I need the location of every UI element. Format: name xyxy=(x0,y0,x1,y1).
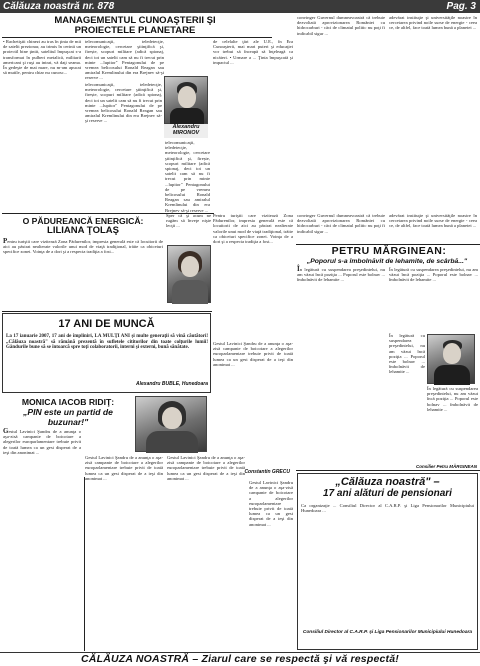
article-monica-body-2: Gestul Lavinici Şandru de a anunţa o aşa-zisă campanie de boicotare a alegerilor europarlamentare trebuie privit de toată lumea ca un gest disperat de a ieşi din anonimat ... xyxy=(85,455,163,481)
liliana-photo xyxy=(167,245,211,303)
author-photo xyxy=(164,76,208,124)
article-management-body-4b: convinger Guvernul dumneavoastră că trebuie dezvoltată aprovizionarea României cu hidrocarburi - căci de climatul politic nu poţi fi indicabil sigur ... xyxy=(297,213,385,234)
publication-title: Călăuza noastră nr. 878 xyxy=(3,1,115,12)
article-monica-headline: MONICA IACOB RIDIŢ: „PIN este un partid de buzunar!" xyxy=(21,397,115,427)
article-grecu-signature: Constantin GRECU xyxy=(244,469,290,475)
column-rule xyxy=(84,477,85,651)
article-management-headline: MANAGEMENTUL CUNOAŞTERII ŞI PROIECTELE PLANETARE xyxy=(54,15,216,36)
article-munca-body: La 17 ianuarie 2007, 17 ani de împliniri, LA MULŢI ANI şi multe generaţii să vină căutători! „Călăuza noastră" să rămână prezentă în sufletele cititorilor din toate colţurile lumii! Gândurile bune să se întoarcă spre toţi colaboratorii, interni şi externi, bună sănătate. xyxy=(6,334,208,351)
article-management-body-1: • Rachetiştii chinezi au tras în ţinta de mii de satelit prezionar, au trimis în cerinii un proiectil bine ţintit, satelitul împuşcat s-a transformat în pulberi metalică, militarii americani şi ruşi au intrat, vă daţi seama. În gedeşte de mai mare, nu m-am apucat să mutile, pentru chiar nu cunosc... xyxy=(3,39,81,76)
divider xyxy=(296,470,480,471)
divider xyxy=(2,37,272,38)
divider xyxy=(2,311,212,312)
article-petru-subhead: „Poporul s-a îmbolnăvit de lehamite, de scârbă..." xyxy=(306,258,468,265)
article-management-body-3: de celelalte ţări ale U.E., în Era Cunoaşterii, mai mari puteri şi educaţiei vor trebui să înceapă să înţeleagă ca nicăieri. • Urmare a ... Ţinta împuşcată şi impactul ... xyxy=(213,39,293,65)
article-petru-body-2: În legătură cu suspendarea preşedintelui, nu am văzut încă poziţia ... Poporul este bolnav ... îmbolnăvit de lehamite ... xyxy=(389,267,478,283)
article-petru-body-3: În legătură cu suspendarea preşedintelui, nu am văzut încă poziţia ... Poporul este bolnav ... îmbolnăvit de lehamite ... xyxy=(389,333,425,375)
article-center-body: Gestul Lavinici Şandru de a anunţa o aşa-zisă campanie de boicotare a alegerilor europarlamentare trebuie privit de toată lumea ca un gest disperat de a ieşi din anonimat ... xyxy=(213,341,293,367)
article-petru-body-1: În legătură cu suspendarea preşedintelui, nu am văzut încă poziţia ... Poporul este bolnav ... îmbolnăvit de lehamite ... xyxy=(297,265,385,283)
article-munca-headline: 17 ANI DE MUNCĂ xyxy=(58,318,155,330)
article-monica-body-4: Gestul Lavinici Şandru de a anunţa o aşa-zisă campanie de boicotare a alegerilor europarlamentare trebuie privit de toată lumea ca un gest disperat de a ieşi din anonimat ... xyxy=(249,480,293,527)
page-header-bar xyxy=(0,0,480,13)
article-management-body-5: adevărat instituţie şi universităţile noastre în cercetarea privind noile surse de energie - ceea ce, de altfel, face toată lumea bună a planetei ... xyxy=(389,15,477,31)
footer-slogan: CĂLĂUZA NOASTRĂ – Ziarul care se respectă şi vă respectă! xyxy=(0,652,480,665)
article-odoreanca-continuation: Pentru turiştii care vizitează Zona Pădurenilor, impresia generală este că locuitorii de aici au păstrat nealterate valorile unui mod de viaţă tradiţional, trăite ca obiceiuri specifice zonei. Voinţa de a dori şi a respecta tradiţia a fost... xyxy=(213,213,293,245)
article-management-continuation: Sper că şi acum ne rugăm să înveţe nişte lecţii ... xyxy=(166,213,211,229)
article-management-body-4: convinger Guvernul dumneavoastră că trebuie dezvoltată aprovizionarea României cu hidrocarburi - căci de climatul politic nu poţi fi indicabil sigur ... xyxy=(297,15,385,36)
article-monica-body-1: Gestul Lavinici Şandru de a anunţa o aşa-zisă campanie de boicotare a alegerilor europarlamentare trebuie privit de toată lumea ca un gest disperat de a ieşi din anonimat ... xyxy=(3,427,81,455)
article-management-body-2: telecomunicaţii, teledetecţie, meteorologie, cercetare ştiinţifică şi, firește, scopuri militare (adică spionaj, deci tot un satelit cam să nu fi trecut prin minte ...lupitor" Pentagonului de pe vremea belicosului Ronald Reagan sau amiralul Kremlinului din era Brejnev să-şi reserve ... xyxy=(85,39,164,81)
monica-photo xyxy=(135,396,207,452)
article-odoreanca-headline: O PĂDUREANCĂ ENERGICĂ: LILIANA ŢOLAŞ xyxy=(22,216,144,236)
article-munca-signature: Alexandru BUBLE, Hunedoara xyxy=(136,381,208,387)
article-management-body-2c: telecomunicaţii, teledetecţie, meteorologie, cercetare ştiinţifică şi, firește, scopuri militare (adică spionaj, deci tot un satelit cam să nu fi trecut prin minte ...lupitor" Pentagonului de pe vremea belicosului Ronald Reagan sau amiralul Kremlinului din era Brejnev să-şi reserve ... xyxy=(165,140,210,213)
article-petru-headline: PETRU MĂRGINEAN: xyxy=(331,245,447,257)
article-odoreanca-body: Pentru turiştii care vizitează Zona Pădurenilor, impresia generală este că locuitorii de aici au păstrat nealterate valorile unui mod de viaţă tradiţional, trăite ca obiceiuri specifice zonei. Voinţa de a dori şi a respecta tradiţia a fost... xyxy=(3,237,163,255)
article-calauza-headline: „Călăuza noastră" – 17 ani alături de pensionari xyxy=(323,476,452,499)
article-calauza-signature: Consiliul Director al C.A.R.P. şi Liga Pensionarilor Municipiului Hunedoara xyxy=(302,630,473,635)
petru-photo xyxy=(427,334,475,384)
article-monica-body-3: Gestul Lavinici Şandru de a anunţa o aşa-zisă campanie de boicotare a alegerilor europarlamentare trebuie privit de toată lumea ca un gest disperat de a ieşi din anonimat ... xyxy=(167,455,245,481)
article-petru-body-4: În legătură cu suspendarea preşedintelui, nu am văzut încă poziţia ... Poporul este bolnav ... îmbolnăvit de lehamite ... xyxy=(427,386,478,412)
article-petru-signature: Consilier Petru MĂRGINEAN xyxy=(415,464,477,469)
author-caption: Alexandru MIRONOV xyxy=(164,124,208,138)
page-number: Pag. 3 xyxy=(446,1,476,12)
article-management-body-5b: adevărat instituţie şi universităţile noastre în cercetarea privind noile surse de energie - ceea ce, de altfel, face toată lumea bună a planetei ... xyxy=(389,213,477,229)
article-calauza-body: Ca organizaţie ... Consiliul Director al C.A.R.P. şi Liga Pensionarilor Municipiului Hunedoara ... xyxy=(301,503,474,514)
article-management-body-2b: telecomunicaţii, teledetecţie, meteorologie, cercetare ştiinţifică şi, firește, scopuri militare (adică spionaj, deci tot un satelit cam să nu fi trecut prin minte ...lupitor" Pentagonului de pe vremea belicosului Ronald Reagan sau amiralul Kremlinului din era Brejnev să-şi reserve ... xyxy=(85,82,162,124)
